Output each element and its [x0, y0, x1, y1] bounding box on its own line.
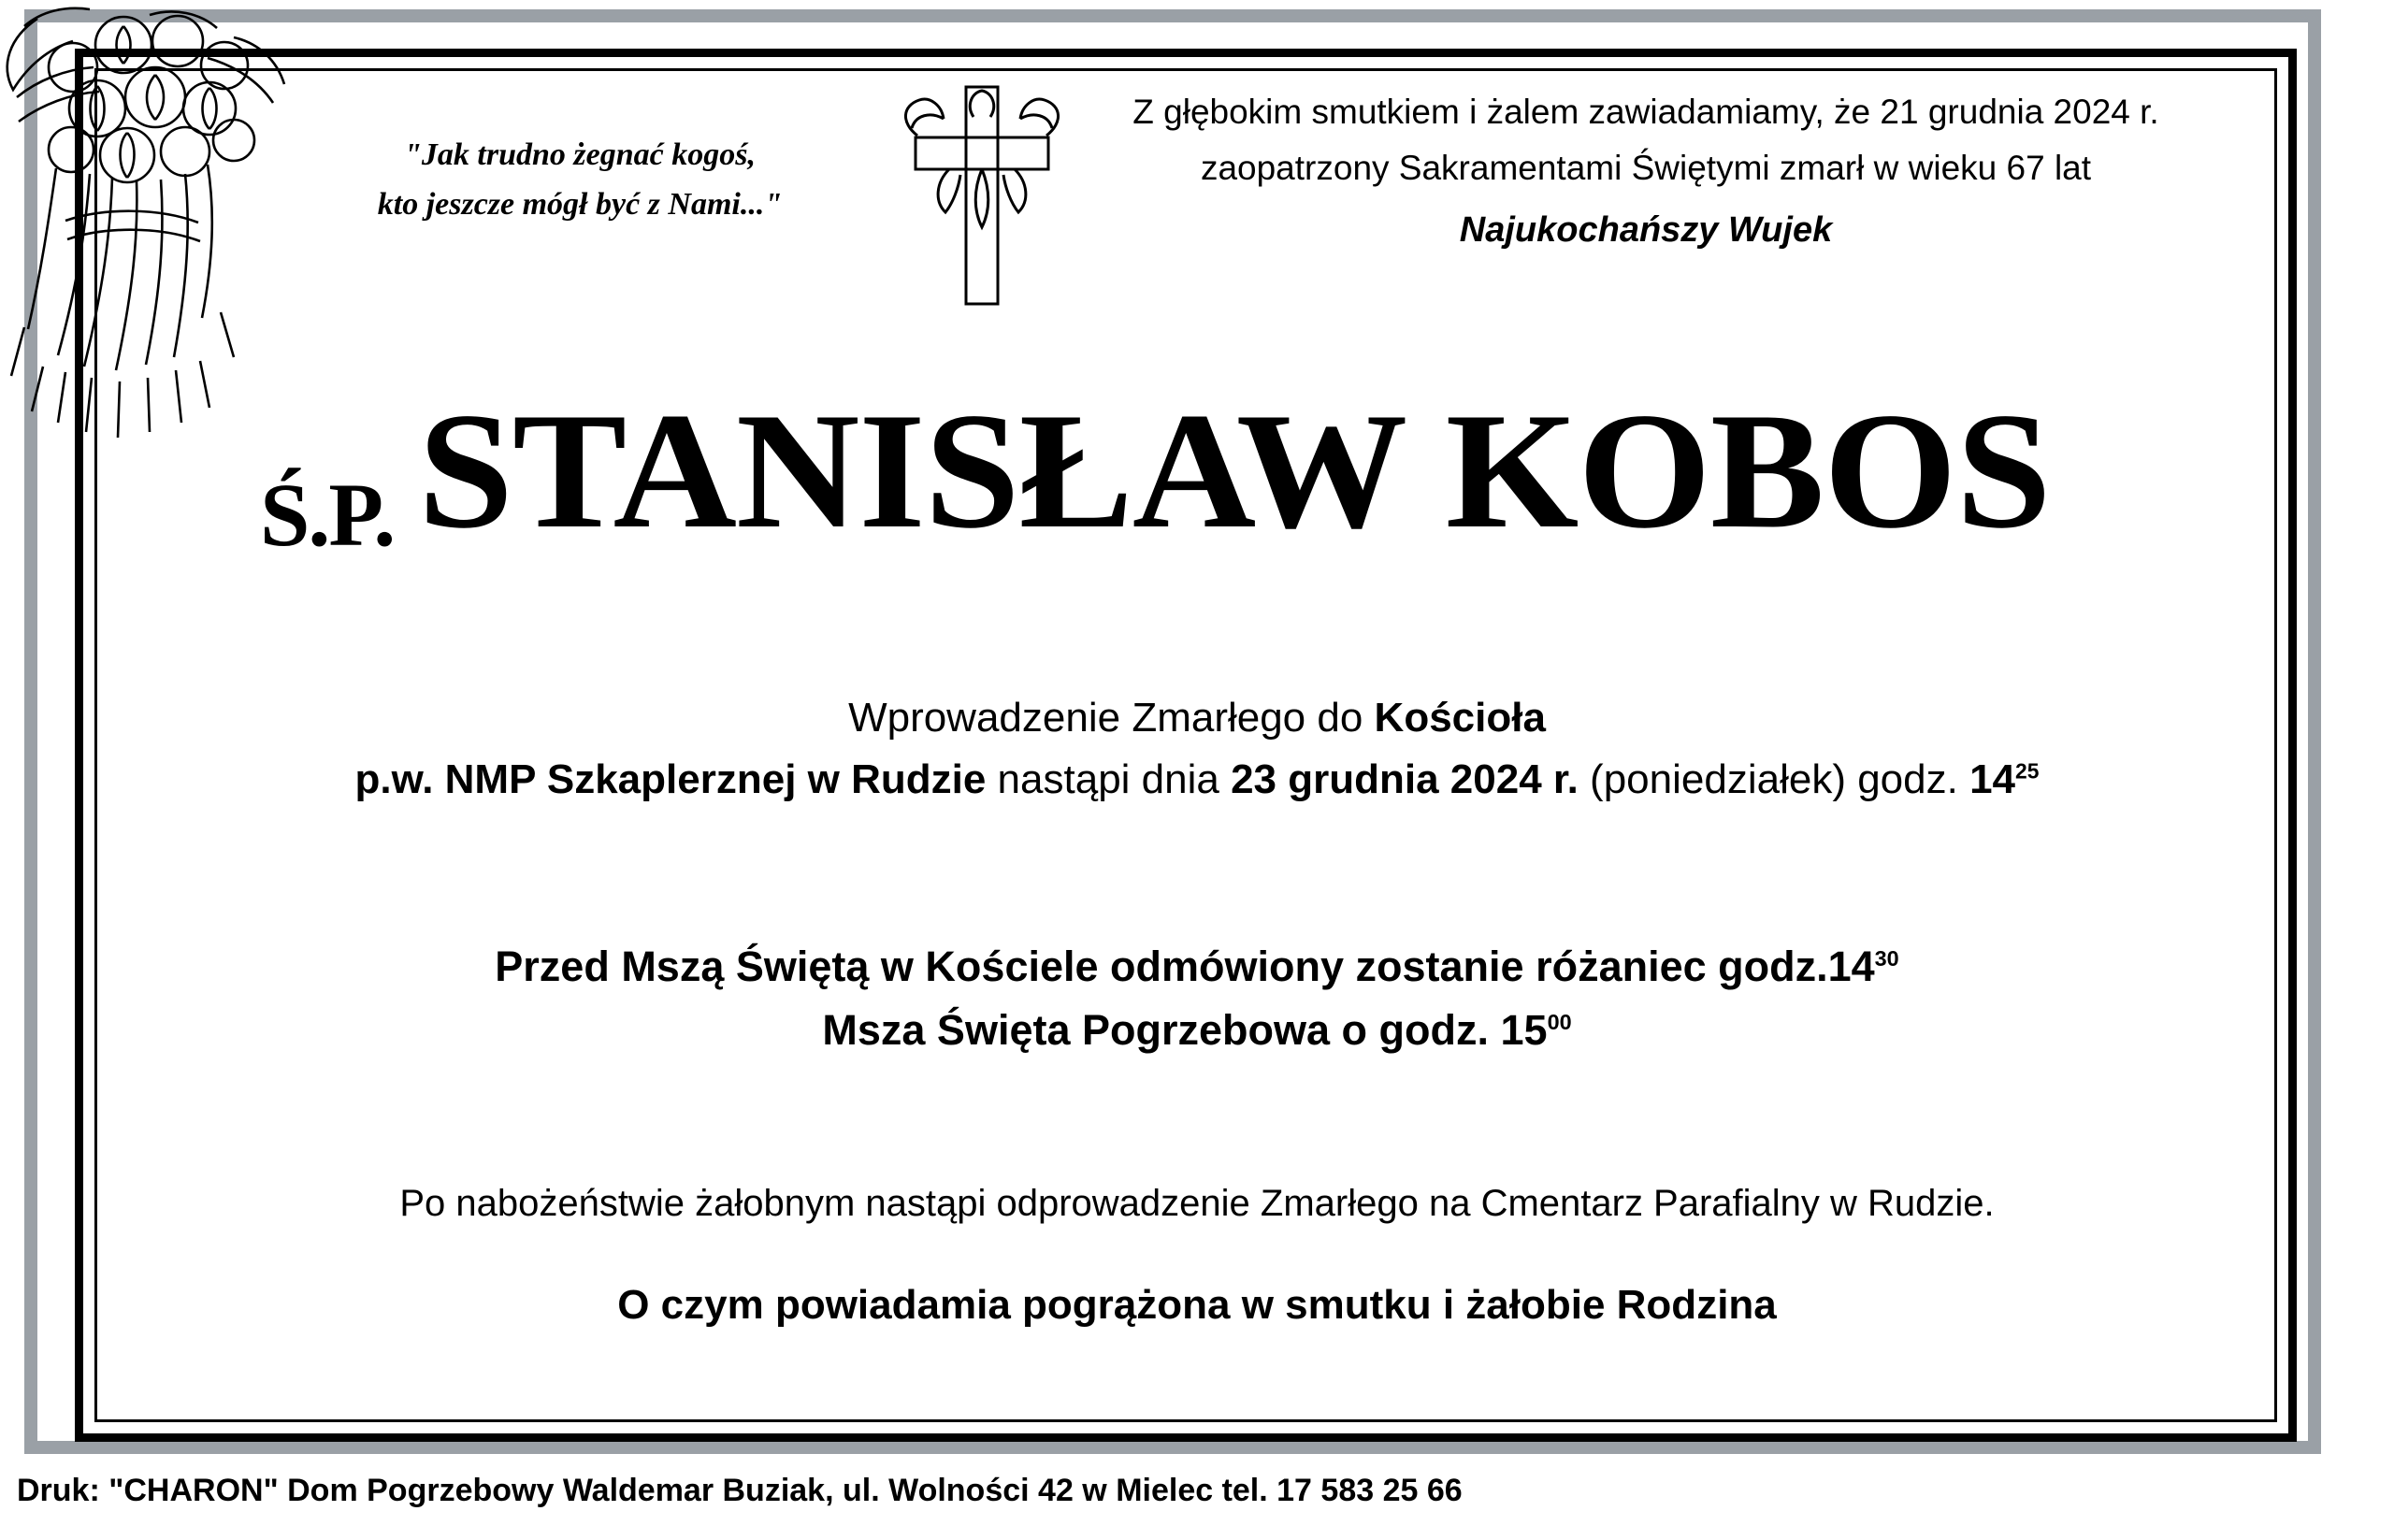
intro-text-a: Wprowadzenie Zmarłego do [848, 695, 1375, 741]
rosary-text: Przed Mszą Świętą w Kościele odmówiony zostanie różaniec godz. [495, 943, 1828, 990]
closing-block [112, 1173, 2282, 1338]
rosary-line [112, 935, 2282, 999]
printer-credit: Druk: "CHARON" Dom Pogrzebowy Waldemar Buziak, ul. Wolności 42 w Mielec tel. 17 583 25 66 [17, 1473, 1463, 1508]
mass-hour: 15 [1500, 1005, 1548, 1054]
family-line: O czym powiadamia pogrążona w smutku i żałobie Rodzina [617, 1282, 1777, 1328]
cross-icon [893, 79, 1071, 313]
mass-line [112, 999, 2282, 1062]
ceremony-hour: 14 [1969, 756, 2016, 802]
rosary-hour: 14 [1827, 943, 1875, 990]
ceremony-church-line [112, 749, 2282, 811]
ceremony-intro-block [112, 687, 2282, 811]
announcement-line-1: Z głębokim smutkiem i żalem zawiadamiamy, że 21 grudnia 2024 r. [1132, 93, 2159, 131]
quote-line-2: kto jeszcze mógł być z Nami..." [377, 186, 783, 222]
ceremony-weekday: (poniedziałek) godz. [1578, 756, 1970, 802]
church-follow: nastąpi dnia [986, 756, 1232, 802]
mass-block [112, 935, 2282, 1061]
mass-text: Msza Święta Pogrzebowa o godz. [822, 1005, 1501, 1054]
church-name: p.w. NMP Szkaplerznej w Rudzie [354, 756, 987, 802]
mass-minutes: 00 [1547, 1009, 1572, 1034]
ceremony-intro-line [112, 687, 2282, 749]
ceremony-hour-minutes: 25 [2015, 758, 2040, 784]
announcement-line-2: zaopatrzony Sakramentami Świętymi zmarł w wieku 67 lat [1200, 148, 2092, 187]
honorific-label: Ś.P. [260, 465, 395, 565]
rosary-minutes: 30 [1874, 946, 1899, 971]
flower-bouquet-icon [0, 0, 486, 524]
quote-line-1: "Jak trudno żegnać kogoś, [404, 137, 756, 172]
deceased-name: STANISŁAW KOBOS [418, 378, 2051, 563]
church-word: Kościoła [1374, 695, 1546, 741]
procession-line: Po nabożeństwie żałobnym nastąpi odprowadzenie Zmarłego na Cmentarz Parafialny w Rudzie. [399, 1183, 1995, 1224]
ceremony-date: 23 grudnia 2024 r. [1231, 756, 1579, 802]
relation-label: Najukochańszy Wujek [1459, 209, 1833, 250]
announcement-block [1075, 84, 2216, 259]
